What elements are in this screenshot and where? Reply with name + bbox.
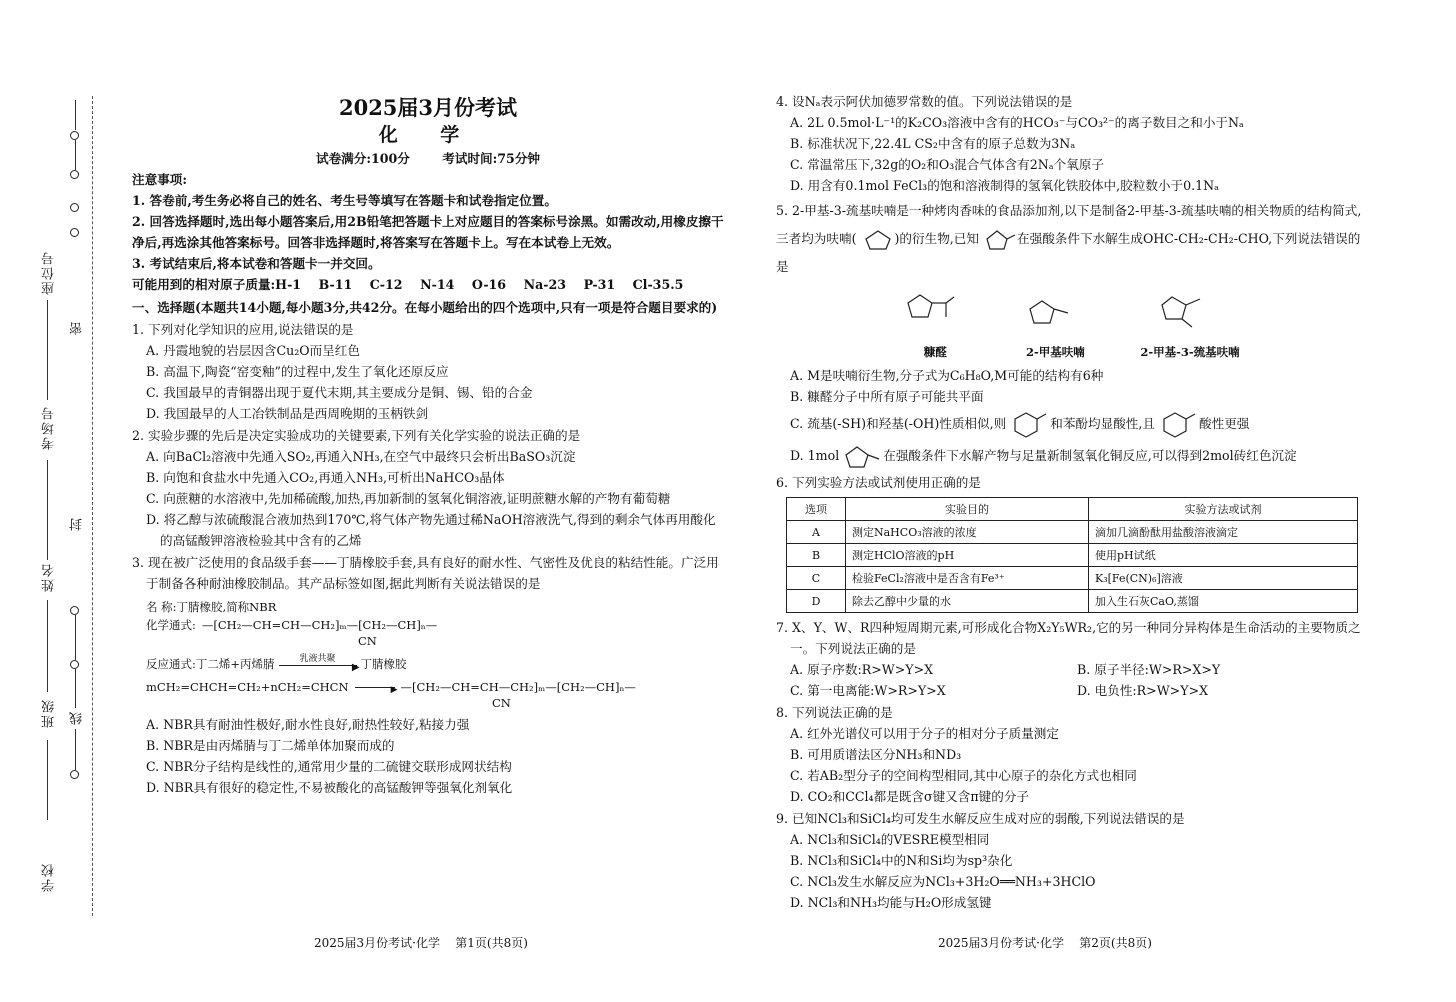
2-methylfuran-icon: [1020, 287, 1090, 335]
seal-char-feng: 封: [68, 514, 87, 535]
methylfuran-icon: [843, 444, 883, 470]
name-label: 姓名: [42, 562, 57, 592]
class-field[interactable]: [47, 740, 48, 820]
option-a: A. M是呋喃衍生物,分子式为C₆H₈O,M可能的结构有6种: [790, 368, 1104, 383]
binding-hole: [70, 203, 79, 212]
notice-item: 3. 考试结束后,将本试卷和答题卡一并交回。: [132, 256, 381, 271]
page-footer-right: 2025届3月份考试·化学 第2页(共8页): [938, 936, 1152, 950]
option-d: D. 用含有0.1mol FeCl₃的饱和溶液制得的氢氧化铁胶体中,胶粒数小于0.1Nₐ: [790, 178, 1220, 193]
table-header: 实验目的: [846, 498, 1089, 521]
seal-dashed-line: [92, 96, 93, 916]
option-c: C. 第一电离能:W>R>Y>X: [790, 683, 946, 698]
question-stem: 7. X、Y、W、R四种短周期元素,可形成化合物X₂Y₅WR₂,它的另一种同分异构体是生命活动的主要物质之一。下列说法正确的是: [776, 620, 1361, 656]
option-c: C. 我国最早的青铜器出现于夏代末期,其主要成分是铜、锡、铅的合金: [146, 385, 533, 400]
arrow-line: [355, 687, 395, 688]
label-formula-row: [146, 616, 724, 634]
table-cell: 测定NaHCO₃溶液的浓度: [846, 521, 1089, 544]
structure-2-methyl-3-mercaptofuran: [1140, 287, 1239, 363]
table-header-row: [787, 498, 1358, 521]
arrow-head: ▶: [351, 662, 360, 673]
page-footer-left: 2025届3月份考试·化学 第1页(共8页): [314, 936, 528, 950]
seat-number-label: 座位号: [42, 250, 57, 295]
experiment-table: [786, 497, 1358, 613]
question-stem: 3. 现在被广泛使用的食品级手套——丁腈橡胶手套,具有良好的耐水性、气密性及优良的粘结性能。广泛用于制备各种耐油橡胶制品。其产品标签如图,据此判断有关说法错误的是: [132, 555, 719, 591]
structure-name: 糠醛: [923, 345, 947, 359]
table-header: 实验方法或试剂: [1089, 498, 1358, 521]
label-reaction-key: 反应通式:: [146, 657, 196, 671]
atomic-mass-line: 可能用到的相对原子质量:H-1 B-11 C-12 N-14 O-16 Na-23 P-31 Cl-35.5: [132, 277, 684, 292]
table-cell: B: [787, 544, 846, 567]
structure-name: 2-甲基呋喃: [1025, 345, 1085, 359]
table-cell: 使用pH试纸: [1089, 544, 1358, 567]
label-equation-row: [146, 678, 724, 696]
furfural-icon: [900, 287, 970, 335]
furan-icon: [861, 229, 895, 251]
binding-hole: [70, 660, 79, 669]
table-cell: D: [787, 590, 846, 613]
exam-room-label: 考场号: [42, 405, 57, 450]
option-row: [776, 680, 1364, 701]
notice-heading: 注意事项:: [132, 172, 188, 187]
table-row: [787, 590, 1358, 613]
option-b: B. 向饱和食盐水中先通入CO₂,再通入NH₃,可析出NaHCO₃晶体: [146, 470, 505, 485]
exam-title: 2025届3月份考试: [338, 95, 518, 120]
page-2-column: [776, 90, 1364, 913]
q5-structures: [776, 287, 1364, 363]
option-c: C. 若AB₂型分子的空间构型相同,其中心原子的杂化方式也相同: [790, 768, 1137, 783]
question-stem: 1. 下列对化学知识的应用,说法错误的是: [132, 322, 354, 337]
table-cell: C: [787, 567, 846, 590]
binding-hole: [70, 228, 79, 237]
2-methyl-3-mercaptofuran-icon: [1150, 287, 1230, 335]
option-c-part: 和苯酚均显酸性,且: [1050, 416, 1155, 431]
option-a: A. NCl₃和SiCl₄的VESRE模型相同: [790, 832, 990, 847]
exam-meta: [132, 148, 724, 169]
label-equation-left: mCH₂=CHCH=CH₂+nCH₂=CHCN: [146, 680, 349, 694]
exam-room-field[interactable]: [47, 460, 48, 560]
option-d: D. 电负性:R>W>Y>X: [1077, 683, 1209, 698]
option-c: C. 向蔗糖的水溶液中,先加稀硫酸,加热,再加新制的氢氧化铜溶液,证明蔗糖水解的产物有葡萄糖: [146, 491, 671, 506]
table-row: [787, 521, 1358, 544]
option-c-part: 酸性更强: [1199, 416, 1250, 431]
option-d-part: D. 1mol: [790, 448, 840, 463]
binding-hole: [70, 606, 79, 615]
table-cell: K₃[Fe(CN)₆]溶液: [1089, 567, 1358, 590]
arrow-head: ▶: [390, 685, 398, 695]
label-formula-key: 化学通式:: [146, 618, 196, 632]
table-cell: A: [787, 521, 846, 544]
q5-stem-part: 5. 2-甲基-3-巯基呋喃是一种烤肉香味的食品添加剂,以下是制备2-甲基-3-巯基呋喃的相关物质的结构简式,三者均为呋喃(: [776, 203, 1362, 246]
exam-subject: 化 学: [378, 124, 478, 146]
option-a: A. 丹霞地貌的岩层因含Cu₂O而呈红色: [146, 343, 360, 358]
option-b: B. 高温下,陶瓷“窑变釉”的过程中,发生了氧化还原反应: [146, 364, 449, 379]
option-row: [776, 659, 1364, 680]
option-d: D. 将乙醇与浓硫酸混合液加热到170℃,将气体产物先通过稀NaOH溶液洗气,得到的剩余气体再用酸化的高锰酸钾溶液检验其中含有的乙烯: [146, 512, 716, 548]
option-b: B. 糠醛分子中所有原子可能共平面: [790, 389, 984, 404]
product-label: [146, 598, 724, 710]
exam-time: 考试时间:75分钟: [442, 151, 541, 166]
binding-hole: [70, 131, 79, 140]
binding-rule: [75, 615, 76, 660]
table-row: [787, 544, 1358, 567]
seat-number-field[interactable]: [47, 300, 48, 400]
option-b: B. 可用质谱法区分NH₃和ND₃: [790, 747, 962, 762]
question-stem: 6. 下列实验方法或试剂使用正确的是: [776, 475, 981, 490]
table-cell: 除去乙醇中少量的水: [846, 590, 1089, 613]
notice-item: 2. 回答选择题时,选出每小题答案后,用2B铅笔把答题卡上对应题目的答案标号涂黑。如需改动,用橡皮擦干净后,再选涂其他答案标号。回答非选择题时,将答案写在答题卡上。写在本试卷上无效。: [132, 214, 724, 250]
table-cell: 检验FeCl₂溶液中是否含有Fe³⁺: [846, 567, 1089, 590]
option-b: B. NBR是由丙烯腈与丁二烯单体加聚而成的: [146, 738, 395, 753]
binding-rule: [75, 140, 76, 170]
label-name: 名 称:丁腈橡胶,简称NBR: [146, 600, 277, 614]
binding-strip: [0, 0, 110, 1002]
option-b: B. 标准状况下,22.4L CS₂中含有的原子总数为3Nₐ: [790, 136, 1076, 151]
option-d: [776, 441, 1364, 471]
benzenethiol-icon: [1010, 410, 1050, 440]
table-cell: 加入生石灰CaO,蒸馏: [1089, 590, 1358, 613]
q5-stem-part: 在强酸条件下水解生成OHC-CH₂-CH₂-CHO,下列说法错误的是: [776, 231, 1361, 274]
table-row: [787, 567, 1358, 590]
equation-arrow: [355, 682, 398, 695]
option-b: B. NCl₃和SiCl₄中的N和Si均为sp³杂化: [790, 853, 1013, 868]
question-stem: 9. 已知NCl₃和SiCl₄均可发生水解反应生成对应的弱酸,下列说法错误的是: [776, 811, 1185, 826]
binding-rule: [75, 100, 76, 130]
arrow-line: [279, 665, 357, 666]
reaction-arrow: [279, 654, 360, 674]
page-1-column: [132, 90, 724, 798]
option-a: A. 红外光谱仪可以用于分子的相对分子质量测定: [790, 726, 1059, 741]
option-a: A. NBR具有耐油性极好,耐水性良好,耐热性较好,粘接力强: [146, 717, 470, 732]
option-a: A. 2L 0.5mol·L⁻¹的K₂CO₃溶液中含有的HCO₃⁻与CO₃²⁻的离子数目之和小于Nₐ: [790, 115, 1244, 130]
notice-item: 1. 答卷前,考生务必将自己的姓名、考生号等填写在答题卡和试卷指定位置。: [132, 193, 557, 208]
option-d: D. NBR具有很好的稳定性,不易被酸化的高锰酸钾等强氧化剂氧化: [146, 780, 513, 795]
structure-name: 2-甲基-3-巯基呋喃: [1140, 345, 1240, 359]
label-formula-sub: CN: [358, 634, 377, 648]
section-heading: 一、选择题(本题共14小题,每小题3分,共42分。在每小题给出的四个选项中,只有一项是符合题目要求的): [132, 300, 718, 315]
label-reaction-left: 丁二烯+丙烯腈: [195, 657, 275, 671]
option-c: C. 常温常压下,32g的O₂和O₃混合气体含有2Nₐ个氧原子: [790, 157, 1105, 172]
seal-char-xian: 线: [68, 708, 87, 729]
reaction-condition: 乳液共聚: [299, 654, 336, 664]
label-reaction-row: [146, 654, 724, 674]
option-b: B. 原子半径:W>R>X>Y: [1077, 662, 1221, 677]
benzenethiol-icon: [1159, 410, 1199, 440]
option-d: D. NCl₃和NH₃均能与H₂O形成氢键: [790, 895, 992, 910]
binding-rule: [75, 725, 76, 770]
question-stem: 8. 下列说法正确的是: [776, 705, 893, 720]
full-score: 试卷满分:100分: [315, 151, 410, 166]
label-equation-sub: CN: [492, 696, 511, 710]
structure-furfural: [900, 287, 970, 363]
table-cell: 测定HClO溶液的pH: [846, 544, 1089, 567]
label-formula: —[CH₂—CH=CH—CH₂]ₘ—[CH₂—CH]ₙ—: [201, 618, 438, 632]
option-d: D. 我国最早的人工冶铁制品是西周晚期的玉柄铁剑: [146, 406, 429, 421]
name-field[interactable]: [47, 600, 48, 692]
table-header: 选项: [787, 498, 846, 521]
option-a: A. 向BaCl₂溶液中先通入SO₂,再通入NH₃,在空气中最终只会析出BaSO₃沉淀: [146, 449, 576, 464]
option-c: [776, 407, 1364, 441]
label-equation-right: —[CH₂—CH=CH—CH₂]ₘ—[CH₂—CH]ₙ—: [400, 680, 636, 694]
binding-hole: [70, 770, 79, 779]
option-c-part: C. 巯基(-SH)和羟基(-OH)性质相似,则: [790, 416, 1007, 431]
structure-2-methylfuran: [1020, 287, 1090, 363]
option-c: C. NCl₃发生水解反应为NCl₃+3H₂O══NH₃+3HClO: [790, 874, 1096, 889]
school-label: 学校: [42, 862, 57, 892]
q5-stem-part: )的衍生物,已知: [894, 231, 979, 246]
question-stem: 4. 设Nₐ表示阿伏加德罗常数的值。下列说法错误的是: [776, 94, 1073, 109]
option-d: D. CO₂和CCl₄都是既含σ键又含π键的分子: [790, 789, 1030, 804]
option-c: C. NBR分子结构是线性的,通常用少量的二硫键交联形成网状结构: [146, 759, 512, 774]
question-stem: 2. 实验步骤的先后是决定实验成功的关键要素,下列有关化学实验的说法正确的是: [132, 428, 581, 443]
label-reaction-right: 丁腈橡胶: [360, 657, 407, 671]
table-cell: 滴加几滴酚酞用盐酸溶液滴定: [1089, 521, 1358, 544]
class-label: 班级: [42, 698, 57, 728]
methylfuran-icon: [983, 229, 1017, 251]
seal-char-mi: 密: [68, 318, 87, 339]
option-d-part: 在强酸条件下水解产物与足量新制氢氧化铜反应,可以得到2mol砖红色沉淀: [883, 448, 1297, 463]
option-a: A. 原子序数:R>W>Y>X: [790, 662, 934, 677]
binding-hole: [70, 170, 79, 179]
question-stem: [776, 197, 1364, 281]
